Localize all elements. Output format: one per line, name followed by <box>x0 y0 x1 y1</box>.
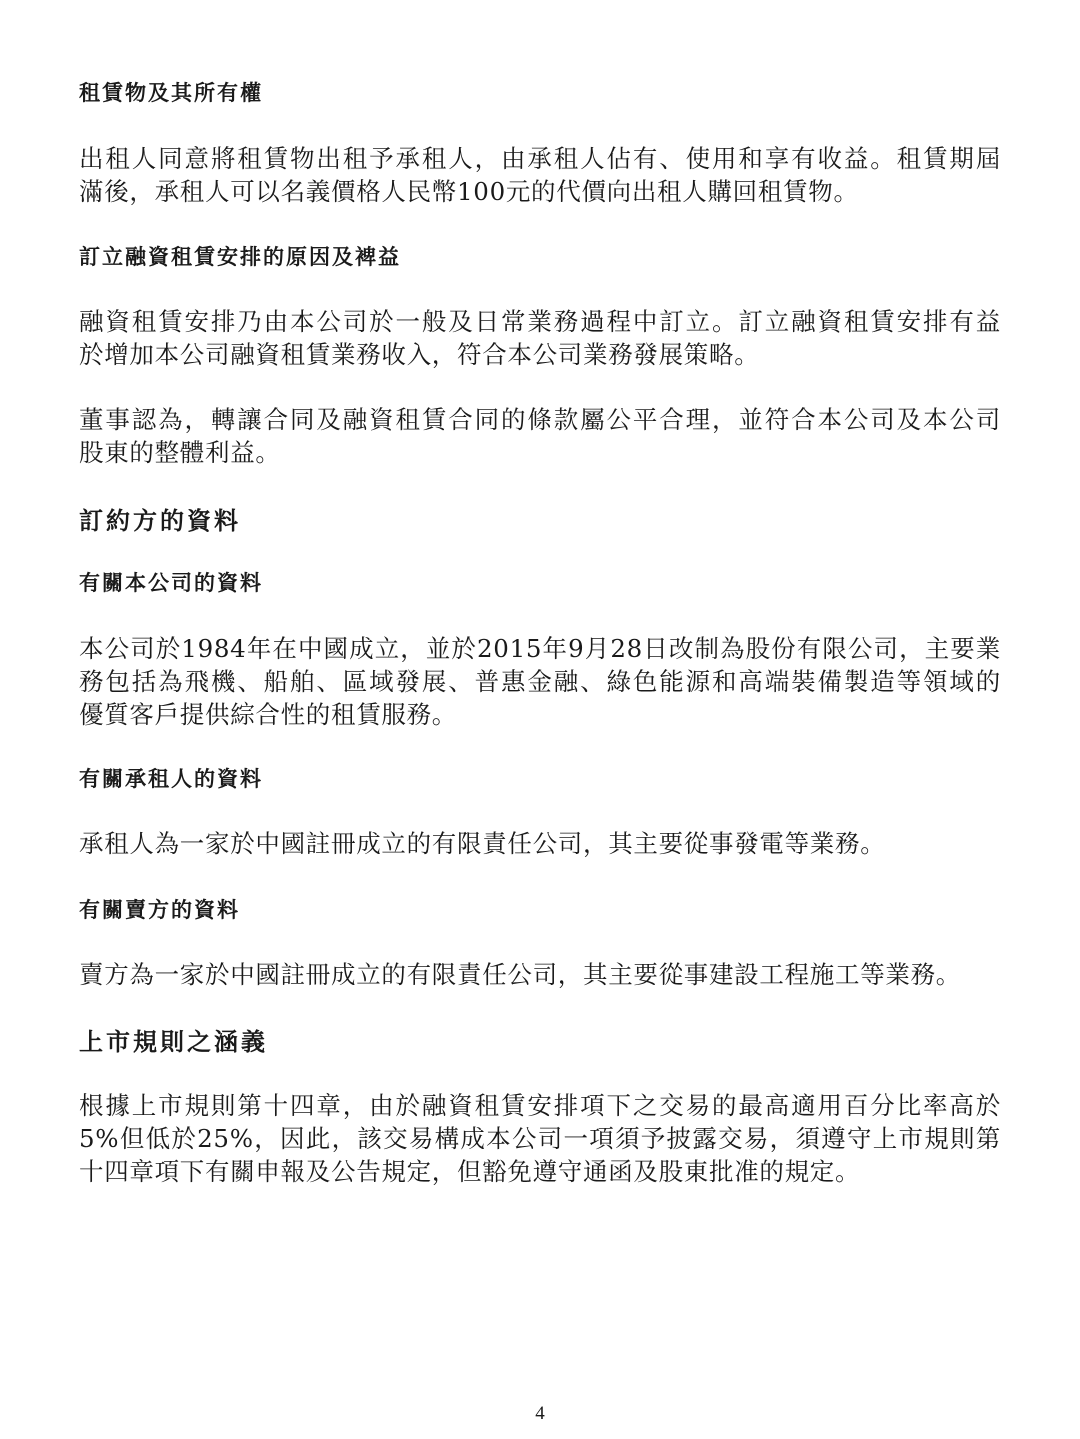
text-line: 滿後，承租人可以名義價格人民幣100元的代價向出租人購回租賃物。 <box>79 177 859 206</box>
heading-lessee-information: 有關承租人的資料 <box>79 767 263 791</box>
text-line: 董事認為，轉讓合同及融資租賃合同的條款屬公平合理，並符合本公司及本公司 <box>79 405 1001 434</box>
text-line: 根據上市規則第十四章，由於融資租賃安排項下之交易的最高適用百分比率高於 <box>79 1091 1001 1120</box>
heading-lease-assets-ownership: 租賃物及其所有權 <box>79 81 263 105</box>
paragraph-company <box>79 632 1001 731</box>
text-line: 出租人同意將租賃物出租予承租人，由承租人佔有、使用和享有收益。租賃期屆 <box>79 144 1001 173</box>
heading-listing-rules-implications: 上市規則之涵義 <box>79 1028 268 1056</box>
paragraph-lease-assets <box>79 142 1001 208</box>
text-line: 十四章項下有關申報及公告規定，但豁免遵守通函及股東批准的規定。 <box>79 1157 861 1186</box>
text-line: 優質客戶提供綜合性的租賃服務。 <box>79 700 457 729</box>
text-line: 於增加本公司融資租賃業務收入，符合本公司業務發展策略。 <box>79 340 760 369</box>
heading-parties-information: 訂約方的資料 <box>79 507 241 535</box>
paragraph-lessee <box>79 827 1009 860</box>
text-line: 務包括為飛機、船舶、區域發展、普惠金融、綠色能源和高端裝備製造等領域的 <box>79 667 1001 696</box>
text-line: 融資租賃安排乃由本公司於一般及日常業務過程中訂立。訂立融資租賃安排有益 <box>79 307 1001 336</box>
paragraph-directors-view <box>79 403 1001 469</box>
text-line: 5%但低於25%，因此，該交易構成本公司一項須予披露交易，須遵守上市規則第 <box>79 1124 1001 1153</box>
text-line: 承租人為一家於中國註冊成立的有限責任公司，其主要從事發電等業務。 <box>79 829 886 858</box>
heading-seller-information: 有關賣方的資料 <box>79 898 240 922</box>
heading-reasons-benefits: 訂立融資租賃安排的原因及裨益 <box>79 245 401 269</box>
text-line: 賣方為一家於中國註冊成立的有限責任公司，其主要從事建設工程施工等業務。 <box>79 960 961 989</box>
page-number: 4 <box>535 1403 545 1424</box>
paragraph-listing-rules <box>79 1089 1001 1188</box>
heading-company-information: 有關本公司的資料 <box>79 571 263 595</box>
paragraph-reasons <box>79 305 1001 371</box>
text-line: 股東的整體利益。 <box>79 438 281 467</box>
paragraph-seller <box>79 958 1009 991</box>
text-line: 本公司於1984年在中國成立，並於2015年9月28日改制為股份有限公司，主要業 <box>79 634 1001 663</box>
